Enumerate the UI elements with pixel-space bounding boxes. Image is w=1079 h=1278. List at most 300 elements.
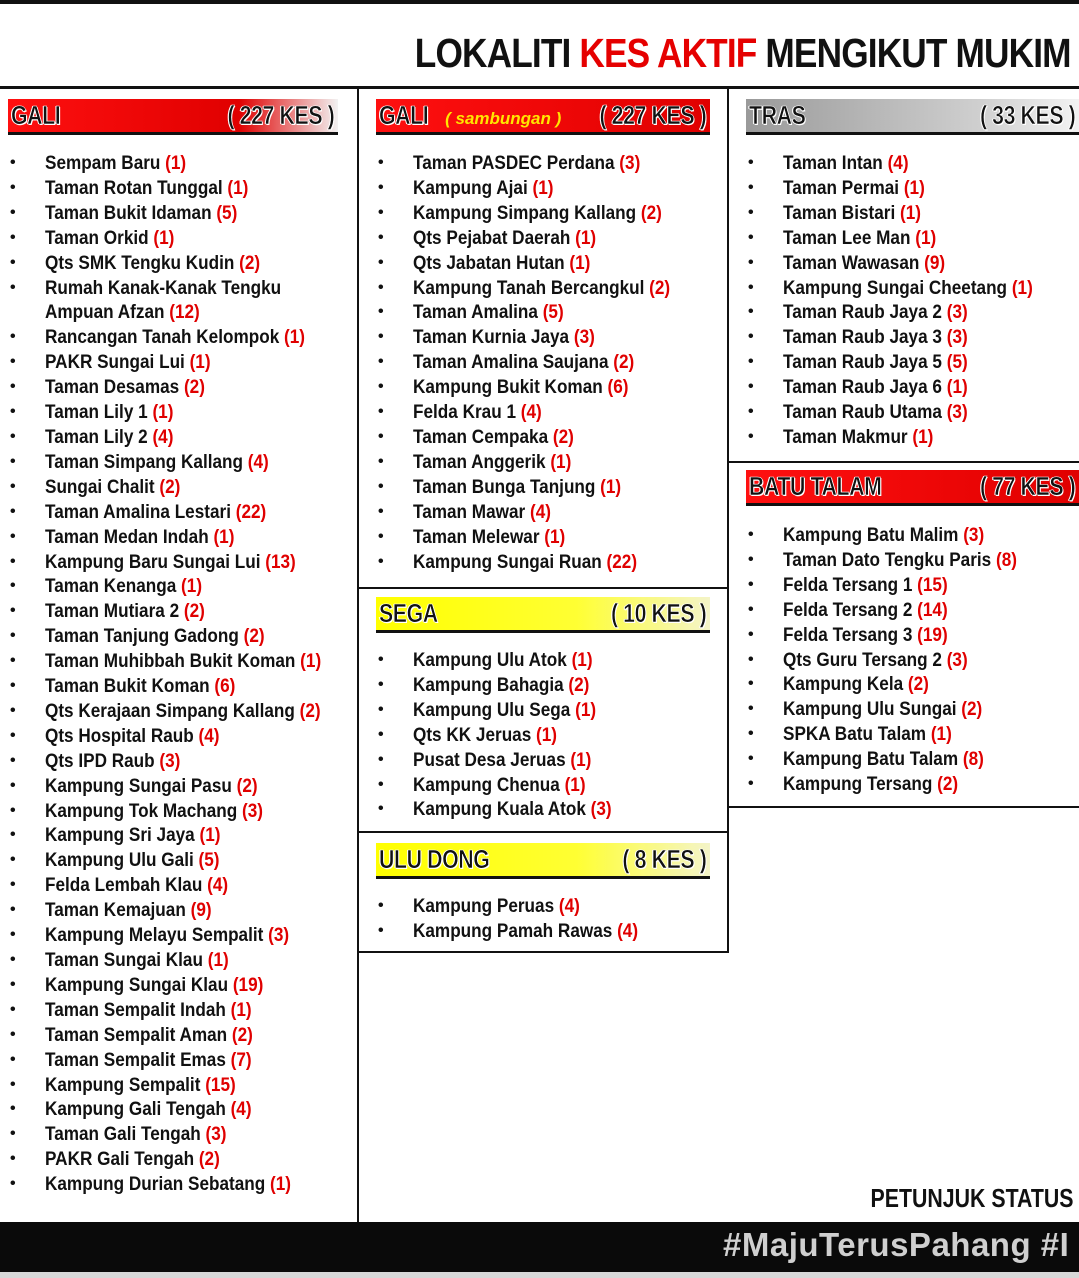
case-count: (2): [937, 773, 959, 796]
list-item: [748, 722, 1049, 747]
list-item: [10, 624, 359, 649]
locality-label: Taman Sempalit Indah: [45, 998, 226, 1021]
case-count: (4): [558, 895, 580, 917]
list-item: [378, 151, 705, 176]
case-count: (3): [946, 301, 968, 324]
locality-name: [783, 375, 968, 400]
locality-name: [45, 176, 248, 201]
list-item: [10, 699, 359, 724]
locality-name: [45, 699, 321, 724]
locality-name: [413, 475, 621, 500]
locality-label: Taman Kenanga: [45, 575, 177, 598]
list-item: [10, 475, 359, 500]
list-item: [748, 425, 1067, 450]
section-count-ulu-dong: ( 8 KES ): [622, 844, 706, 874]
case-count: (19): [232, 973, 264, 996]
list-item: [748, 276, 1067, 301]
locality-name: [783, 151, 909, 176]
list-item: [10, 201, 359, 226]
case-count: (9): [190, 899, 212, 922]
locality-name: [45, 599, 205, 624]
locality-label: Taman Bunga Tanjung: [413, 475, 596, 498]
locality-name: [413, 226, 596, 251]
locality-name: [45, 1048, 252, 1073]
locality-label: Taman Bukit Idaman: [45, 201, 212, 224]
list-item: [10, 998, 359, 1023]
locality-name: [413, 350, 634, 375]
locality-name: [45, 1172, 291, 1197]
list-item: [748, 251, 1067, 276]
locality-name: [413, 797, 612, 822]
list-item: [10, 176, 359, 201]
case-count: (2): [613, 351, 635, 374]
locality-name: [413, 300, 564, 325]
page-title: [415, 28, 1071, 78]
locality-label: Taman Wawasan: [783, 251, 920, 274]
locality-name: [413, 894, 580, 919]
section-count-gali-sambungan: ( 227 KES ): [599, 100, 706, 130]
case-count: (7): [230, 1048, 252, 1071]
locality-label: Kampung Batu Talam: [783, 748, 959, 771]
list-item: [10, 525, 359, 550]
case-count: (1): [912, 425, 934, 448]
title-divider: [0, 86, 1079, 89]
list-item: [378, 176, 705, 201]
list-item: [10, 500, 359, 525]
locality-name: [413, 550, 637, 575]
locality-name: [45, 848, 219, 873]
locality-label: Taman Mawar: [413, 500, 526, 523]
locality-name: [783, 425, 933, 450]
case-count: (1): [153, 226, 175, 249]
list-item: [748, 226, 1067, 251]
locality-label: Taman Desamas: [45, 376, 180, 399]
locality-name: [413, 648, 593, 673]
list-item: [748, 697, 1049, 722]
case-count: (1): [569, 251, 591, 274]
section-count-tras: ( 33 KES ): [979, 100, 1075, 130]
case-count: (1): [536, 723, 558, 746]
locality-label: Felda Krau 1: [413, 401, 517, 424]
locality-label: Taman Amalina: [413, 301, 538, 324]
section-list-ulu-dong: [378, 894, 669, 944]
locality-name: [45, 823, 220, 848]
ulu-dong-top-rule: [357, 831, 729, 833]
locality-label: Kampung Batu Malim: [783, 524, 959, 546]
locality-label: Kampung Gali Tengah: [45, 1098, 226, 1121]
locality-label: Taman Muhibbah Bukit Koman: [45, 650, 296, 673]
locality-name: [45, 251, 260, 276]
case-count: (1): [915, 226, 937, 249]
case-count: (4): [230, 1098, 252, 1121]
list-item: [378, 325, 705, 350]
locality-name: [45, 724, 220, 749]
case-count: (1): [946, 376, 968, 399]
case-count: (3): [946, 326, 968, 349]
case-count: (1): [300, 650, 322, 673]
case-count: (2): [198, 1148, 220, 1171]
locality-name: [783, 251, 945, 276]
list-item: [748, 747, 1049, 772]
case-count: (22): [606, 550, 638, 573]
list-item: [378, 400, 705, 425]
case-count: (1): [570, 748, 592, 771]
case-count: (1): [550, 450, 572, 473]
list-item: [748, 523, 1049, 548]
locality-label: Kampung Bukit Koman: [413, 376, 603, 399]
locality-name: [45, 450, 269, 475]
list-item: [10, 1097, 359, 1122]
list-item: [378, 773, 639, 798]
case-count: (1): [544, 525, 566, 548]
case-count: (2): [231, 1023, 253, 1046]
locality-label: Taman Raub Jaya 5: [783, 351, 942, 374]
locality-name: [783, 623, 948, 648]
locality-label: Kampung Melayu Sempalit: [45, 924, 264, 947]
case-count: (2): [299, 699, 321, 722]
locality-label: Rumah Kanak-Kanak Tengku Ampuan Afzan: [45, 276, 282, 324]
locality-name: [783, 300, 968, 325]
locality-name: [45, 774, 258, 799]
case-count: (12): [169, 301, 200, 324]
locality-name: [45, 873, 228, 898]
locality-label: Taman Raub Jaya 3: [783, 326, 942, 349]
case-count: (1): [199, 824, 221, 847]
locality-name: [783, 548, 1017, 573]
locality-name: [45, 1122, 227, 1147]
locality-label: Pusat Desa Jeruas: [413, 748, 566, 771]
case-count: (1): [213, 525, 235, 548]
locality-label: Kampung Sri Jaya: [45, 824, 195, 847]
case-count: (4): [887, 152, 909, 174]
locality-label: Felda Tersang 2: [783, 598, 913, 621]
locality-label: PAKR Sungai Lui: [45, 351, 185, 374]
locality-name: [783, 573, 948, 598]
section-name-sega: SEGA: [379, 598, 438, 628]
case-count: (2): [640, 201, 662, 224]
list-item: [748, 548, 1049, 573]
case-count: (4): [529, 500, 551, 523]
case-count: (3): [159, 749, 181, 772]
locality-label: Taman PASDEC Perdana: [413, 152, 615, 174]
locality-label: Kampung Ulu Gali: [45, 849, 194, 872]
locality-name: [783, 350, 968, 375]
list-item: [10, 823, 359, 848]
title-part-3: MENGIKUT MUKIM: [765, 30, 1071, 76]
list-item: [10, 325, 359, 350]
locality-name: [45, 475, 180, 500]
locality-label: Taman Lily 2: [45, 425, 148, 448]
list-item: [378, 500, 705, 525]
locality-name: [45, 1097, 252, 1122]
locality-label: Kampung Pamah Rawas: [413, 919, 613, 942]
case-count: (2): [552, 425, 574, 448]
case-count: (4): [520, 401, 542, 424]
locality-name: [45, 799, 263, 824]
locality-name: [413, 276, 670, 301]
case-count: (2): [159, 475, 181, 498]
locality-label: Taman Medan Indah: [45, 525, 209, 548]
column-divider-2: [727, 89, 729, 953]
locality-label: Kampung Ajai: [413, 176, 528, 199]
case-count: (9): [924, 251, 946, 274]
case-count: (3): [242, 799, 264, 822]
locality-name: [45, 525, 234, 550]
locality-label: Taman Lee Man: [783, 226, 911, 249]
list-item: [10, 774, 359, 799]
list-item: [10, 425, 359, 450]
locality-name: [45, 1147, 220, 1172]
locality-label: Taman Makmur: [783, 425, 908, 448]
locality-label: Kampung Kuala Atok: [413, 798, 586, 821]
list-item: [10, 1172, 359, 1197]
locality-name: [413, 500, 551, 525]
section-name-gali: GALI: [11, 100, 61, 130]
case-count: (22): [235, 500, 267, 523]
locality-name: [45, 649, 321, 674]
locality-name: [783, 201, 921, 226]
locality-name: [45, 898, 212, 923]
locality-label: Felda Tersang 3: [783, 623, 913, 646]
list-item: [10, 151, 359, 176]
list-item: [10, 948, 359, 973]
locality-label: Kampung Tanah Bercangkul: [413, 276, 645, 299]
locality-label: PAKR Gali Tengah: [45, 1148, 195, 1171]
locality-name: [783, 523, 984, 548]
locality-name: [45, 375, 205, 400]
case-count: (2): [243, 625, 265, 648]
list-item: [10, 1073, 359, 1098]
locality-label: Taman Tanjung Gadong: [45, 625, 239, 648]
locality-name: [45, 226, 174, 251]
locality-name: [45, 574, 202, 599]
locality-label: Kampung Baru Sungai Lui: [45, 550, 261, 573]
list-item: [378, 251, 705, 276]
list-item: [10, 550, 359, 575]
locality-label: Taman Melewar: [413, 525, 540, 548]
locality-label: Taman Rotan Tunggal: [45, 176, 223, 199]
locality-name: [413, 151, 640, 176]
locality-name: [45, 948, 229, 973]
case-count: (1): [903, 176, 925, 199]
locality-label: Taman Raub Utama: [783, 401, 942, 424]
sega-top-rule: [357, 587, 729, 589]
section-count-batu-talam: ( 77 KES ): [979, 471, 1075, 501]
footer-hashtag: #MajuTerusPahang #I: [723, 1226, 1070, 1263]
locality-name: [45, 973, 263, 998]
locality-name: [783, 672, 929, 697]
locality-label: Kampung Peruas: [413, 895, 555, 917]
locality-label: Taman Permai: [783, 176, 900, 199]
case-count: (1): [230, 998, 252, 1021]
section-header-gali-sambungan: [376, 99, 710, 135]
case-count: (3): [946, 401, 968, 424]
section-list-sega: [378, 648, 639, 822]
locality-label: SPKA Batu Talam: [783, 723, 927, 746]
locality-name: [45, 350, 211, 375]
section-sub-gali-sambungan: ( sambungan ): [445, 109, 562, 128]
locality-label: Kampung Tok Machang: [45, 799, 238, 822]
locality-label: Qts Kerajaan Simpang Kallang: [45, 699, 295, 722]
list-item: [10, 599, 359, 624]
locality-label: Taman Raub Jaya 6: [783, 376, 942, 399]
case-count: (2): [961, 698, 983, 721]
case-count: (1): [189, 351, 211, 374]
locality-name: [783, 722, 952, 747]
locality-name: [413, 673, 589, 698]
case-count: (3): [619, 152, 641, 174]
case-count: (13): [265, 550, 296, 573]
list-item: [378, 350, 705, 375]
list-item: [748, 573, 1049, 598]
locality-name: [413, 325, 595, 350]
locality-label: Felda Tersang 1: [783, 573, 913, 596]
section-header-batu-talam: [746, 470, 1079, 506]
locality-label: Kampung Sungai Pasu: [45, 774, 232, 797]
locality-label: Kampung Ulu Sungai: [783, 698, 957, 721]
locality-label: Qts KK Jeruas: [413, 723, 532, 746]
locality-label: Taman Simpang Kallang: [45, 450, 244, 473]
list-item: [378, 894, 669, 919]
locality-name: [413, 723, 557, 748]
locality-label: Qts Hospital Raub: [45, 724, 194, 747]
case-count: (1): [227, 176, 249, 199]
case-count: (2): [907, 673, 929, 696]
list-item: [748, 672, 1049, 697]
case-count: (1): [930, 723, 952, 746]
locality-name: [45, 325, 305, 350]
locality-name: [413, 525, 565, 550]
batu-talam-top-rule: [727, 461, 1079, 463]
case-count: (3): [946, 648, 968, 671]
footer-bottom-strip: [0, 1272, 1079, 1278]
list-item: [10, 649, 359, 674]
case-count: (1): [532, 176, 554, 199]
locality-name: [783, 276, 1033, 301]
locality-label: Taman Dato Tengku Paris: [783, 548, 992, 571]
locality-name: [45, 674, 235, 699]
list-item: [10, 350, 359, 375]
section-name-ulu-dong: ULU DONG: [379, 844, 490, 874]
section-list-tras: [748, 151, 1067, 450]
list-item: [10, 973, 359, 998]
locality-label: Taman Bukit Koman: [45, 675, 210, 698]
section-name-gali-sambungan: GALI: [379, 100, 429, 130]
petunjuk-status-label: PETUNJUK STATUS: [870, 1183, 1073, 1213]
locality-label: Taman Amalina Lestari: [45, 500, 231, 523]
case-count: (15): [917, 573, 948, 596]
section-header-gali: [8, 99, 338, 135]
batu-talam-bottom-rule: [727, 806, 1079, 808]
list-item: [378, 475, 705, 500]
case-count: (8): [995, 548, 1017, 571]
locality-name: [413, 698, 596, 723]
locality-label: Taman Kemajuan: [45, 899, 186, 922]
case-count: (5): [198, 849, 220, 872]
locality-name: [783, 747, 984, 772]
list-item: [10, 400, 359, 425]
locality-label: Taman Gali Tengah: [45, 1123, 201, 1146]
locality-label: Kampung Simpang Kallang: [413, 201, 637, 224]
locality-label: Kampung Sungai Cheetang: [783, 276, 1008, 299]
locality-name: [45, 201, 237, 226]
case-count: (4): [617, 919, 639, 942]
locality-name: [45, 1073, 236, 1098]
list-item: [10, 1147, 359, 1172]
list-item: [748, 598, 1049, 623]
case-count: (1): [600, 475, 622, 498]
list-item: [748, 623, 1049, 648]
list-item: [10, 450, 359, 475]
case-count: (14): [917, 598, 948, 621]
case-count: (1): [152, 401, 174, 424]
case-count: (4): [152, 425, 174, 448]
list-item: [378, 375, 705, 400]
locality-label: Kampung Sempalit: [45, 1073, 201, 1096]
list-item: [10, 251, 359, 276]
locality-label: Kampung Bahagia: [413, 673, 564, 696]
locality-name: [783, 325, 968, 350]
locality-label: Kampung Chenua: [413, 773, 560, 796]
list-item: [378, 425, 705, 450]
locality-label: Taman Kurnia Jaya: [413, 326, 570, 349]
locality-label: Taman Intan: [783, 152, 883, 174]
list-item: [748, 201, 1067, 226]
list-item: [10, 674, 359, 699]
case-count: (1): [284, 326, 305, 349]
list-item: [378, 698, 639, 723]
case-count: (4): [247, 450, 269, 473]
case-count: (6): [214, 675, 236, 698]
list-item: [378, 797, 639, 822]
locality-name: [45, 550, 296, 575]
section-name-batu-talam: BATU TALAM: [749, 471, 882, 501]
list-item: [10, 873, 359, 898]
list-item: [748, 375, 1067, 400]
locality-label: Taman Lily 1: [45, 401, 148, 424]
list-item: [378, 450, 705, 475]
title-part-1: LOKALITI: [415, 30, 571, 76]
case-count: (1): [1011, 276, 1033, 299]
case-count: (2): [183, 376, 205, 399]
case-count: (1): [575, 698, 597, 721]
locality-name: [413, 251, 590, 276]
locality-name: [45, 624, 265, 649]
case-count: (4): [207, 874, 229, 897]
list-item: [748, 350, 1067, 375]
list-item: [378, 201, 705, 226]
locality-name: [413, 400, 542, 425]
list-item: [748, 400, 1067, 425]
case-count: (2): [183, 600, 205, 623]
list-item: [748, 772, 1049, 797]
section-list-batu-talam: [748, 523, 1049, 797]
locality-name: [45, 998, 252, 1023]
case-count: (1): [564, 773, 586, 796]
locality-label: Sempam Baru: [45, 152, 161, 174]
top-border: [0, 0, 1079, 4]
case-count: (5): [946, 351, 968, 374]
section-header-ulu-dong: [376, 843, 710, 879]
locality-label: Qts SMK Tengku Kudin: [45, 251, 235, 274]
locality-label: Kampung Sungai Ruan: [413, 550, 602, 573]
section-header-sega: [376, 597, 710, 633]
list-item: [378, 550, 705, 575]
section-list-gali: [10, 151, 359, 1197]
locality-name: [45, 500, 266, 525]
list-item: [378, 648, 639, 673]
locality-label: Taman Sempalit Aman: [45, 1023, 228, 1046]
